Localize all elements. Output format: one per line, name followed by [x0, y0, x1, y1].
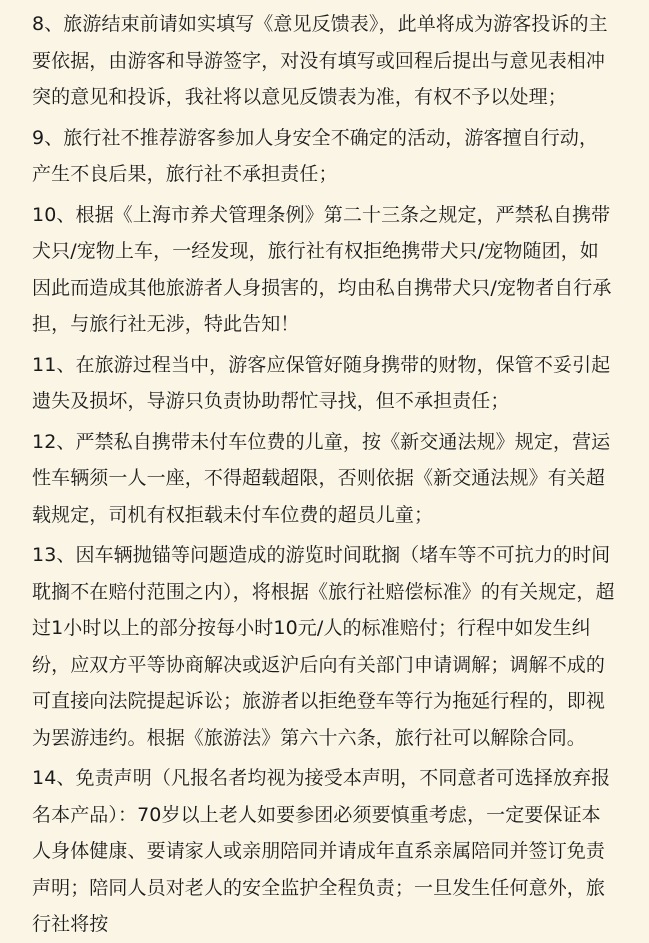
- clause-10: 10、根据《上海市养犬管理条例》第二十三条之规定，严禁私自携带犬只/宠物上车，一经发现，旅行社有权拒绝携带犬只/宠物随团，如因此而造成其他旅游者人身损害的，均由私自携带犬只/宠物者自行承担，与旅行社无涉，特此告知！: [32, 203, 612, 335]
- clause-14: 14、免责声明（凡报名者均视为接受本声明，不同意者可选择放弃报名本产品）：70岁以上老人如要参团必须要慎重考虑，一定要保证本人身体健康、要请家人或亲朋陪同并请成年直系亲属陪同并签订免责声明；陪同人员对老人的安全监护全程负责；一旦发生任何意外，旅行社将按: [32, 767, 611, 935]
- clause-8: 8、旅游结束前请如实填写《意见反馈表》，此单将成为游客投诉的主要依据，由游客和导游签字，对没有填写或回程后提出与意见表相冲突的意见和投诉，我社将以意见反馈表为准，有权不予以处理；: [32, 13, 608, 108]
- clause-13: 13、因车辆抛锚等问题造成的游览时间耽搁（堵车等不可抗力的时间耽搁不在赔付范围之内），将根据《旅行社赔偿标准》的有关规定，超过1小时以上的部分按每小时10元/人的标准赔付；行程中如发生纠纷，应双方平等协商解决或返沪后向有关部门申请调解；调解不成的可直接向法院提起诉讼；旅游者以拒绝登车等行为拖延行程的，即视为罢游违约。根据《旅游法》第六十六条，旅行社可以解除合同。: [32, 544, 615, 749]
- clause-9: 9、旅行社不推荐游客参加人身安全不确定的活动，游客擅自行动，产生不良后果，旅行社不承担责任；: [32, 126, 599, 185]
- clause-11: 11、在旅游过程当中，游客应保管好随身携带的财物，保管不妥引起遗失及损坏，导游只负责协助帮忙寻找，但不承担责任；: [32, 353, 611, 412]
- clause-12: 12、严禁私自携带未付车位费的儿童，按《新交通法规》规定，营运性车辆须一人一座，不得超载超限，否则依据《新交通法规》有关超载规定，司机有权拒载未付车位费的超员儿童；: [32, 430, 611, 526]
